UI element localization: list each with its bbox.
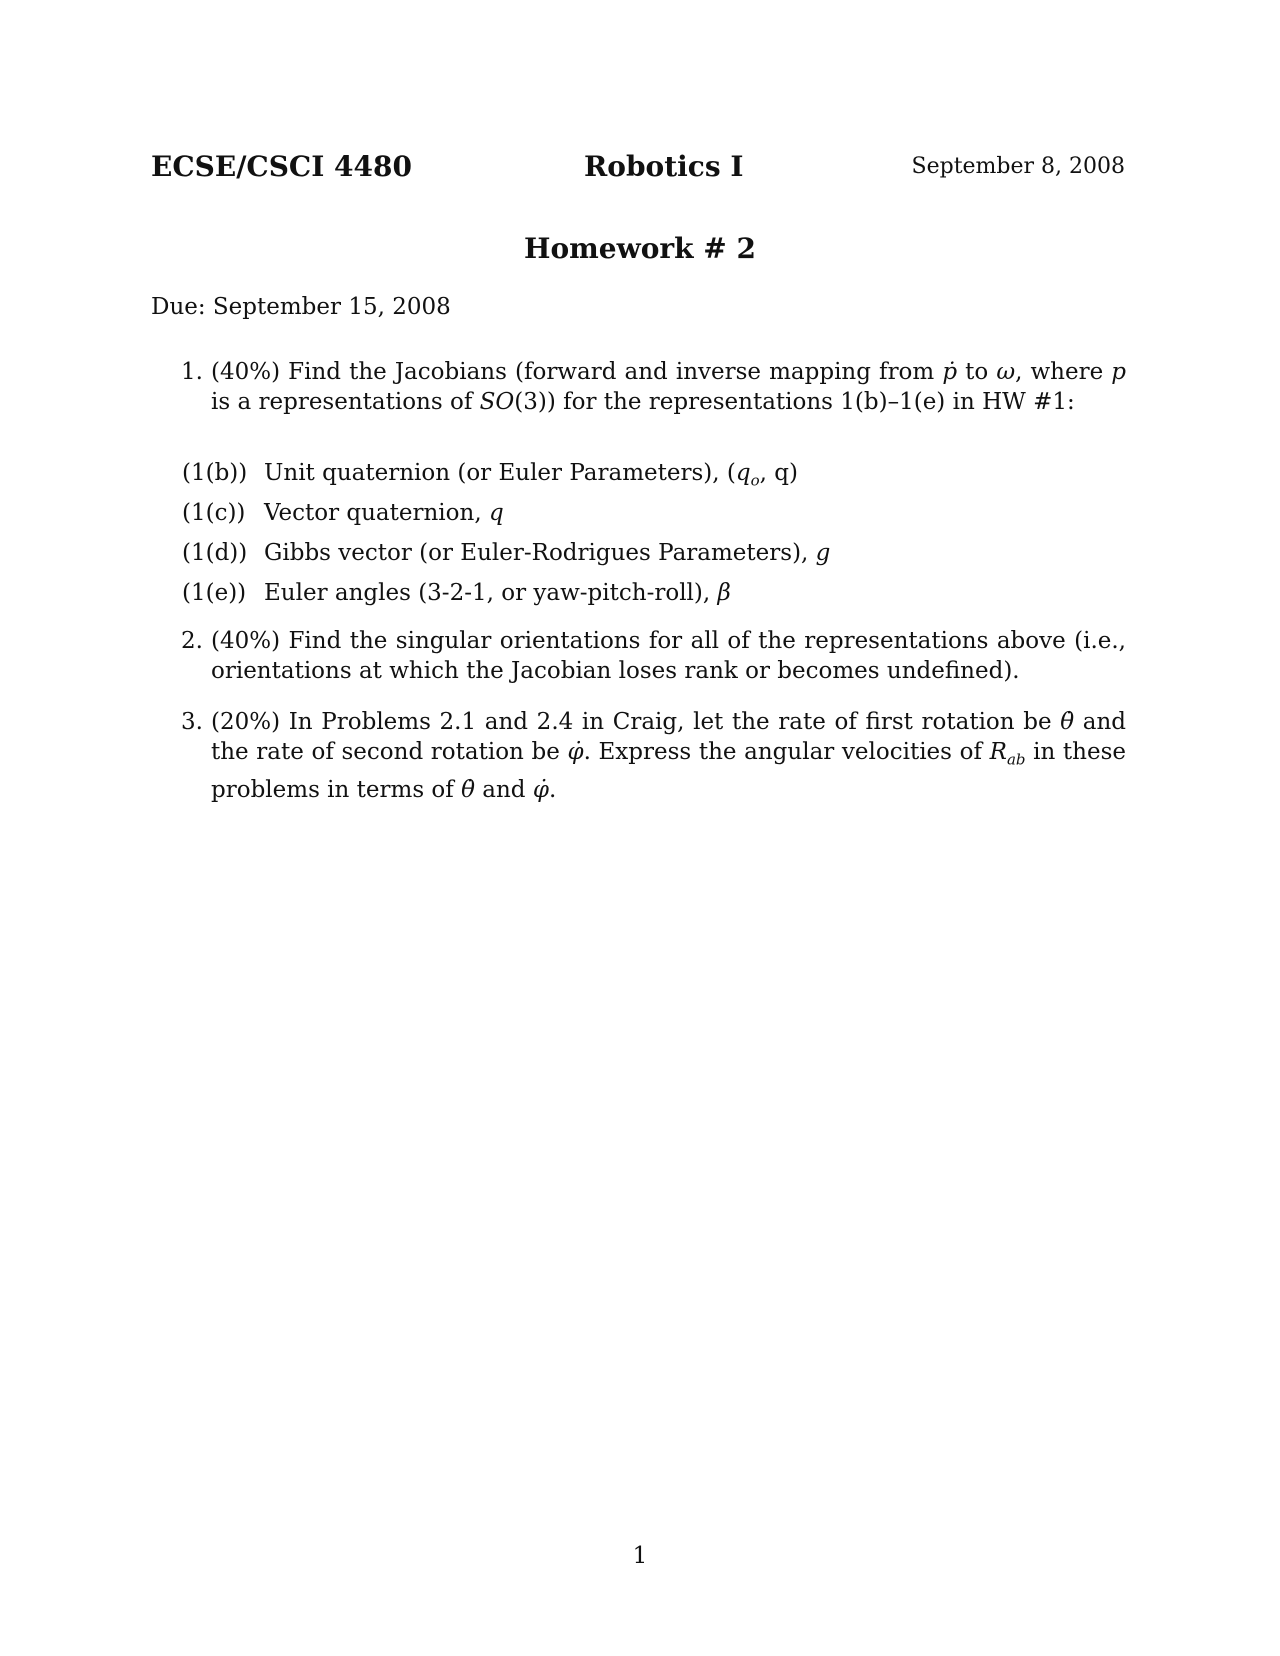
problem-3 [181,707,1126,805]
problem-number: 1. [181,359,203,385]
problem-text: (40%) Find the singular orientations for all of the representations above (i.e., orientations at which the Jacobian loses rank or becomes undefined). [211,628,1126,684]
list-item [182,573,1082,613]
subitem-text: Vector quaternion, q [264,500,504,526]
problem-number: 3. [181,709,203,735]
subitem-label: (1(b)) [182,460,248,486]
subitem-text: Gibbs vector (or Euler-Rodrigues Parameters), g [264,540,831,566]
subitem-label: (1(e)) [182,580,247,606]
problem-text: (40%) Find the Jacobians (forward and inverse mapping from ṗ to ω, where p is a representations of SO(3)) for the representations 1(b)–1(e) in HW #1: [211,359,1127,415]
subitem-text: Unit quaternion (or Euler Parameters), ($q_o$, q) [264,460,798,490]
subitem-label: (1(c)) [182,500,246,526]
list-item [182,493,1082,533]
page-number: 1 [632,1543,648,1569]
problem-1 [181,357,1126,417]
problem-text: (20%) In Problems 2.1 and 2.4 in Craig, let the rate of first rotation be θ̇ and the rate of second rotation be φ̇. Express the angular velocities of $R_{ab}$ in these problems in terms of θ̇ and φ̇. [211,709,1127,803]
course-title: Robotics I [584,150,744,183]
problem-2 [181,626,1126,686]
subitem-label: (1(d)) [182,540,248,566]
list-item [182,533,1082,573]
subitem-text: Euler angles (3-2-1, or yaw-pitch-roll), β [264,580,731,606]
course-code: ECSE/CSCI 4480 [151,150,412,183]
homework-title: Homework # 2 [524,232,756,265]
list-item [182,453,1082,493]
header-date: September 8, 2008 [911,154,1125,179]
due-date: Due: September 15, 2008 [151,294,451,320]
problem-number: 2. [181,628,203,654]
subitem-list [182,453,1082,613]
